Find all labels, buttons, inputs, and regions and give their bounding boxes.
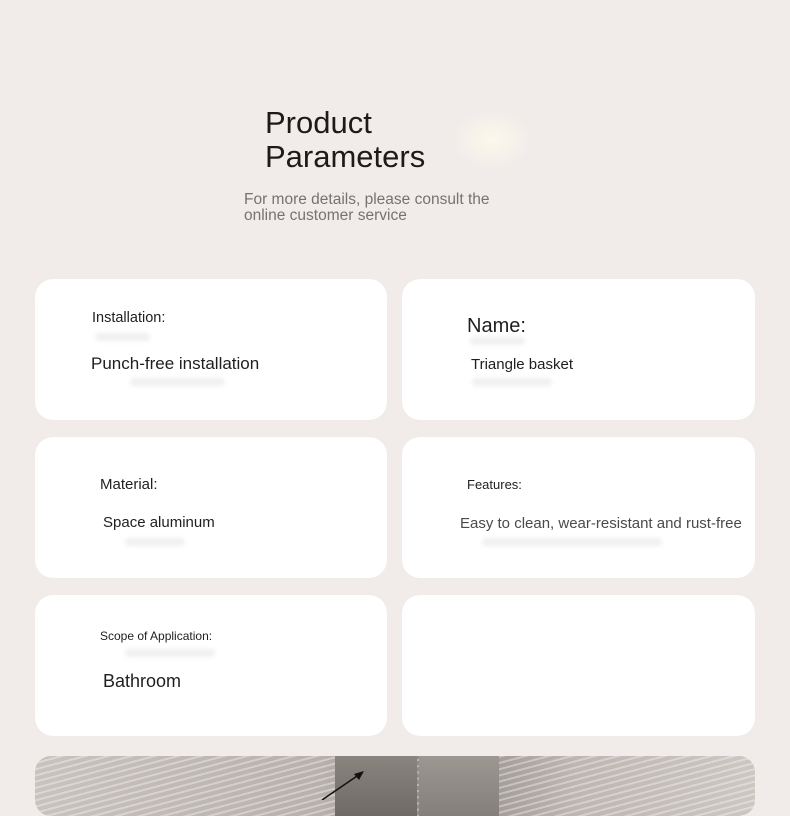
ghost-text-decoration (472, 378, 552, 386)
parameter-card-features (402, 437, 755, 578)
page-subtitle (244, 192, 544, 223)
parameter-card-name (402, 279, 755, 420)
parameter-card-empty (402, 595, 755, 736)
ghost-text-decoration (482, 538, 662, 546)
features-label: Features: (467, 477, 522, 492)
subtitle-line-2: online customer service (244, 206, 407, 224)
features-value: Easy to clean, wear-resistant and rust-free (460, 515, 742, 532)
photo-panel-right (419, 756, 499, 816)
subtitle-line-1: For more details, please consult the (244, 191, 490, 208)
product-photo (35, 756, 755, 816)
ghost-text-decoration (125, 649, 215, 657)
title-line-2: Parameters (265, 139, 426, 174)
scope-value: Bathroom (103, 671, 182, 691)
ghost-text-decoration (95, 333, 150, 341)
name-label: Name: (467, 315, 526, 337)
title-line-1: Product (265, 105, 372, 140)
parameter-card-scope (35, 595, 387, 736)
ghost-text-decoration (470, 337, 525, 345)
material-value: Space aluminum (103, 514, 215, 531)
ghost-text-decoration (130, 378, 225, 386)
name-value: Triangle basket (471, 356, 573, 373)
page-title (265, 106, 525, 174)
installation-label: Installation: (92, 310, 166, 326)
ghost-text-decoration (125, 538, 185, 546)
arrow-icon (318, 770, 368, 800)
parameter-card-installation (35, 279, 387, 420)
scope-label: Scope of Application: (100, 629, 213, 643)
material-label: Material: (100, 476, 158, 493)
parameter-card-material (35, 437, 387, 578)
installation-value: Punch-free installation (91, 354, 260, 373)
